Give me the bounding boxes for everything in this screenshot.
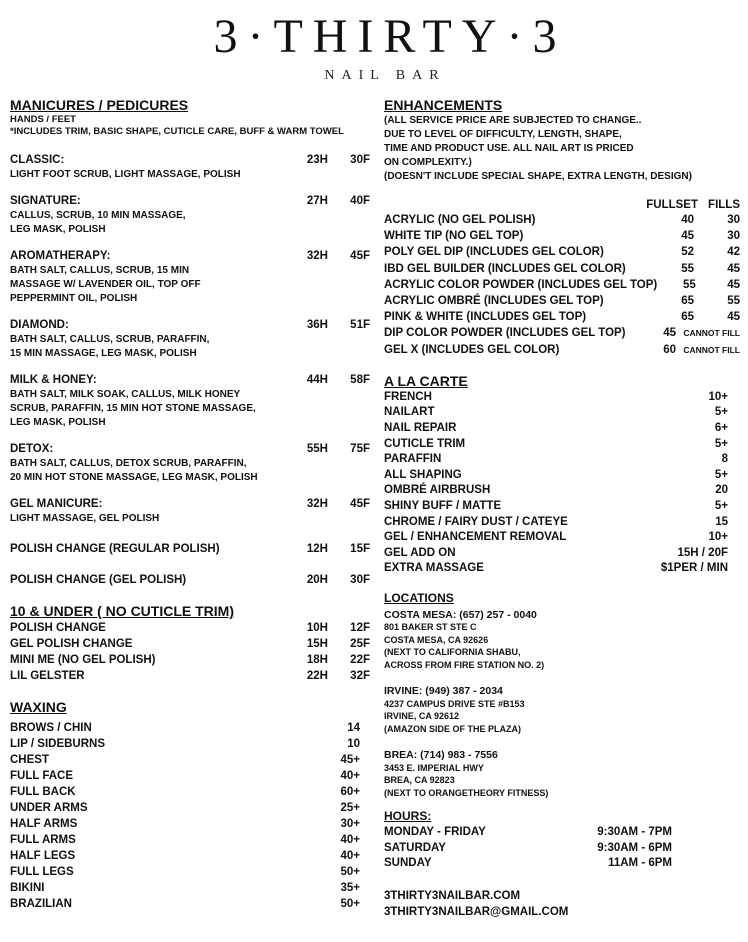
hours-time: 9:30AM - 7PM bbox=[597, 826, 672, 839]
waxing-item bbox=[10, 720, 370, 736]
service-description: LEG MASK, POLISH bbox=[10, 417, 106, 428]
enhancement-item bbox=[384, 261, 740, 277]
manicures-includes-note: *INCLUDES TRIM, BASIC SHAPE, CUTICLE CARE, BUFF & WARM TOWEL bbox=[10, 125, 344, 137]
enhancement-item bbox=[384, 309, 740, 325]
location-address-line: IRVINE, CA 92612 bbox=[384, 711, 460, 722]
alacarte-item-name: NAILART bbox=[384, 406, 435, 419]
service-item bbox=[10, 153, 370, 182]
waxing-item-name: BROWS / CHIN bbox=[10, 722, 92, 734]
alacarte-item bbox=[384, 515, 740, 531]
alacarte-item bbox=[384, 499, 740, 515]
manicures-list bbox=[10, 153, 370, 588]
location-address-line: 4237 CAMPUS DRIVE STE #B153 bbox=[384, 698, 525, 709]
alacarte-item-price: 5+ bbox=[714, 468, 728, 481]
hours-row bbox=[384, 856, 740, 872]
service-description: 15 MIN MASSAGE, LEG MASK, POLISH bbox=[10, 348, 197, 359]
hours-day: SATURDAY bbox=[384, 841, 446, 854]
enhancements-note-line: (ALL SERVICE PRICE ARE SUBJECTED TO CHANGE.. bbox=[384, 115, 642, 126]
kids-item bbox=[10, 652, 370, 668]
hours-row bbox=[384, 825, 740, 841]
alacarte-item-price: 15 bbox=[715, 515, 728, 528]
enhancement-fills-price: 55 bbox=[727, 295, 740, 308]
service-row bbox=[10, 442, 370, 457]
alacarte-item bbox=[384, 452, 740, 468]
hours-time: 9:30AM - 6PM bbox=[597, 841, 672, 854]
alacarte-item bbox=[384, 421, 740, 437]
fullset-header: FULLSET bbox=[646, 199, 698, 211]
enhancement-item bbox=[384, 228, 740, 244]
enhancement-fills-price: 30 bbox=[727, 230, 740, 243]
service-name: AROMATHERAPY: bbox=[10, 250, 111, 262]
waxing-item-price: 40+ bbox=[340, 770, 360, 782]
service-name: POLISH CHANGE (GEL POLISH) bbox=[10, 574, 187, 586]
service-item bbox=[10, 373, 370, 430]
enhancement-fullset-price: 45 bbox=[663, 327, 676, 340]
enhancements-title: ENHANCEMENTS bbox=[384, 97, 503, 113]
alacarte-item-price: 10+ bbox=[708, 390, 728, 403]
manicures-title: MANICURES / PEDICURES bbox=[10, 97, 189, 113]
enhancement-name: ACRYLIC COLOR POWDER (INCLUDES GEL TOP) bbox=[384, 278, 658, 291]
logo-subtitle: NAIL BAR bbox=[324, 68, 446, 83]
waxing-item-price: 25+ bbox=[340, 802, 360, 814]
service-price-feet: 40F bbox=[350, 195, 370, 207]
enhancement-name: ACRYLIC (NO GEL POLISH) bbox=[384, 214, 536, 226]
enhancement-item bbox=[384, 293, 740, 309]
kids-price-hands: 18H bbox=[306, 654, 328, 666]
service-price-feet: 58F bbox=[350, 374, 370, 386]
service-price-hands: 44H bbox=[306, 374, 328, 386]
waxing-item-price: 50+ bbox=[340, 866, 360, 878]
kids-price-hands: 10H bbox=[306, 622, 328, 634]
service-item bbox=[10, 249, 370, 306]
service-name: DIAMOND: bbox=[10, 319, 69, 331]
alacarte-item-price: 5+ bbox=[714, 499, 728, 512]
alacarte-item-name: EXTRA MASSAGE bbox=[384, 562, 484, 575]
enhancements-note-line: ON COMPLEXITY.) bbox=[384, 157, 472, 168]
kids-price-feet: 25F bbox=[350, 638, 370, 650]
enhancement-fills-price: 45 bbox=[727, 262, 740, 275]
waxing-item-name: UNDER ARMS bbox=[10, 802, 88, 814]
service-name: POLISH CHANGE (REGULAR POLISH) bbox=[10, 543, 220, 555]
kids-item-name: GEL POLISH CHANGE bbox=[10, 638, 133, 650]
enhancement-fills-price: 30 bbox=[727, 214, 740, 226]
waxing-item-name: FULL BACK bbox=[10, 786, 76, 798]
alacarte-item-price: 15H / 20F bbox=[677, 546, 728, 559]
enhancements-list bbox=[384, 212, 740, 358]
waxing-item bbox=[10, 768, 370, 784]
alacarte-title: A LA CARTE bbox=[384, 372, 468, 389]
enhancements-note-line: DUE TO LEVEL OF DIFFICULTY, LENGTH, SHAPE, bbox=[384, 129, 622, 140]
enhancement-fullset-price: 45 bbox=[681, 230, 694, 243]
enhancement-item bbox=[384, 212, 740, 228]
alacarte-item-name: CHROME / FAIRY DUST / CATEYE bbox=[384, 515, 568, 528]
waxing-item-name: FULL LEGS bbox=[10, 866, 74, 878]
service-description: SCRUB, PARAFFIN, 15 MIN HOT STONE MASSAGE, bbox=[10, 403, 256, 414]
waxing-list bbox=[10, 720, 370, 912]
enhancement-fills-price: 45 bbox=[727, 311, 740, 324]
alacarte-item bbox=[384, 405, 740, 421]
kids-item bbox=[10, 620, 370, 636]
alacarte-item-name: CUTICLE TRIM bbox=[384, 437, 466, 450]
service-name: MILK & HONEY: bbox=[10, 374, 97, 386]
enhancement-name: ACRYLIC OMBRÉ (INCLUDES GEL TOP) bbox=[384, 295, 604, 308]
alacarte-item-price: 8 bbox=[721, 453, 728, 466]
service-row bbox=[10, 542, 370, 557]
location-city-phone: BREA: (714) 983 - 7556 bbox=[384, 749, 498, 762]
waxing-item bbox=[10, 736, 370, 752]
email[interactable] bbox=[384, 904, 740, 920]
enhancement-fullset-price: 60 bbox=[663, 343, 676, 356]
enhancements-notes bbox=[384, 114, 740, 184]
service-price-hands: 20H bbox=[306, 574, 328, 586]
location-city-phone: IRVINE: (949) 387 - 2034 bbox=[384, 685, 503, 698]
hours-title: HOURS: bbox=[384, 809, 432, 824]
service-item bbox=[10, 194, 370, 237]
locations-title: LOCATIONS bbox=[384, 590, 454, 605]
alacarte-item-price: 10+ bbox=[708, 531, 728, 544]
alacarte-item-price: 20 bbox=[715, 484, 728, 497]
enhancement-fullset-price: 55 bbox=[682, 278, 696, 291]
alacarte-item bbox=[384, 468, 740, 484]
service-name: GEL MANICURE: bbox=[10, 498, 103, 510]
enhancement-name: WHITE TIP (NO GEL TOP) bbox=[384, 230, 524, 243]
enhancement-fills-price: 42 bbox=[727, 246, 740, 259]
waxing-item-price: 14 bbox=[347, 722, 360, 734]
service-price-feet: 30F bbox=[350, 574, 370, 586]
waxing-item-name: HALF LEGS bbox=[10, 850, 76, 862]
hours-day: SUNDAY bbox=[384, 857, 432, 870]
alacarte-list bbox=[384, 390, 740, 577]
kids-item-name: MINI ME (NO GEL POLISH) bbox=[10, 654, 156, 666]
enhancement-item bbox=[384, 325, 740, 341]
location-address-line: (NEXT TO CALIFORNIA SHABU, bbox=[384, 647, 521, 658]
kids-item bbox=[10, 636, 370, 652]
location-block bbox=[384, 685, 740, 735]
kids-list bbox=[10, 620, 370, 684]
alacarte-item bbox=[384, 546, 740, 562]
manicures-note: HANDS / FEET bbox=[10, 114, 76, 125]
service-price-hands: 23H bbox=[306, 154, 328, 166]
service-row bbox=[10, 249, 370, 264]
service-row bbox=[10, 318, 370, 333]
service-price-hands: 27H bbox=[306, 195, 328, 207]
kids-price-hands: 22H bbox=[306, 670, 328, 682]
enhancement-name: POLY GEL DIP (INCLUDES GEL COLOR) bbox=[384, 246, 604, 259]
service-description: LIGHT MASSAGE, GEL POLISH bbox=[10, 513, 160, 524]
waxing-item bbox=[10, 896, 370, 912]
alacarte-item-price: 6+ bbox=[714, 422, 728, 435]
waxing-item-price: 60+ bbox=[340, 786, 360, 798]
service-name: DETOX: bbox=[10, 443, 54, 455]
service-description: CALLUS, SCRUB, 10 MIN MASSAGE, bbox=[10, 210, 186, 221]
waxing-item-price: 10 bbox=[347, 738, 360, 750]
waxing-item-price: 30+ bbox=[340, 818, 360, 830]
service-price-hands: 36H bbox=[306, 319, 328, 331]
service-description: BATH SALT, CALLUS, SCRUB, 15 MIN bbox=[10, 265, 190, 276]
alacarte-item-name: GEL ADD ON bbox=[384, 546, 456, 559]
right-column bbox=[384, 96, 740, 920]
service-row bbox=[10, 373, 370, 388]
waxing-item-name: FULL ARMS bbox=[10, 834, 76, 846]
waxing-item bbox=[10, 848, 370, 864]
enhancement-fullset-price: 65 bbox=[681, 311, 694, 324]
enhancement-item bbox=[384, 277, 740, 293]
waxing-item bbox=[10, 816, 370, 832]
location-address-line: BREA, CA 92823 bbox=[384, 775, 455, 786]
waxing-item-price: 40+ bbox=[340, 850, 360, 862]
service-item bbox=[10, 442, 370, 485]
alacarte-item-price: $1PER / MIN bbox=[660, 562, 728, 575]
service-row bbox=[10, 573, 370, 588]
waxing-item bbox=[10, 832, 370, 848]
service-description: BATH SALT, CALLUS, DETOX SCRUB, PARAFFIN, bbox=[10, 458, 247, 469]
enhancements-note-line: TIME AND PRODUCT USE. ALL NAIL ART IS PRICED bbox=[384, 143, 634, 154]
enhancement-fullset-price: 55 bbox=[681, 262, 694, 275]
service-item bbox=[10, 318, 370, 361]
service-price-feet: 45F bbox=[350, 498, 370, 510]
alacarte-item-name: GEL / ENHANCEMENT REMOVAL bbox=[384, 531, 567, 544]
waxing-item-name: HALF ARMS bbox=[10, 818, 78, 830]
hours-list bbox=[384, 825, 740, 872]
left-column bbox=[10, 96, 370, 912]
locations-list bbox=[384, 609, 740, 800]
waxing-item-name: CHEST bbox=[10, 754, 49, 766]
waxing-item-price: 35+ bbox=[340, 882, 360, 894]
location-address-line: 801 BAKER ST STE C bbox=[384, 622, 477, 633]
service-item bbox=[10, 573, 370, 588]
enhancement-fills-price: CANNOT FILL bbox=[683, 344, 740, 355]
alacarte-item-name: PARAFFIN bbox=[384, 453, 442, 466]
enhancement-fills-price: 45 bbox=[727, 278, 740, 291]
alacarte-item-price: 5+ bbox=[714, 406, 728, 419]
alacarte-item-name: FRENCH bbox=[384, 390, 432, 403]
waxing-item-name: BRAZILIAN bbox=[10, 898, 72, 910]
waxing-item-name: LIP / SIDEBURNS bbox=[10, 738, 105, 750]
waxing-item-price: 50+ bbox=[340, 898, 360, 910]
enhancements-note-line: (DOESN'T INCLUDE SPECIAL SHAPE, EXTRA LENGTH, DESIGN) bbox=[384, 171, 692, 182]
kids-item-name: LIL GELSTER bbox=[10, 670, 85, 682]
service-price-hands: 55H bbox=[306, 443, 328, 455]
location-address-line: (AMAZON SIDE OF THE PLAZA) bbox=[384, 723, 521, 734]
enhancements-header bbox=[384, 198, 740, 212]
enhancement-name: DIP COLOR POWDER (INCLUDES GEL TOP) bbox=[384, 327, 626, 340]
service-price-feet: 15F bbox=[350, 543, 370, 555]
service-row bbox=[10, 194, 370, 209]
service-description: BATH SALT, CALLUS, SCRUB, PARAFFIN, bbox=[10, 334, 210, 345]
location-address-line: 3453 E. IMPERIAL HWY bbox=[384, 762, 484, 773]
kids-title: 10 & UNDER ( NO CUTICLE TRIM) bbox=[10, 603, 234, 619]
kids-price-feet: 22F bbox=[350, 654, 370, 666]
waxing-item-name: BIKINI bbox=[10, 882, 45, 894]
website[interactable] bbox=[384, 888, 740, 904]
kids-price-feet: 12F bbox=[350, 622, 370, 634]
location-block bbox=[384, 749, 740, 799]
logo bbox=[0, 0, 748, 94]
service-row bbox=[10, 153, 370, 168]
service-description: LEG MASK, POLISH bbox=[10, 224, 106, 235]
location-address-line: ACROSS FROM FIRE STATION NO. 2) bbox=[384, 659, 545, 670]
alacarte-item bbox=[384, 483, 740, 499]
kids-price-feet: 32F bbox=[350, 670, 370, 682]
service-description: LIGHT FOOT SCRUB, LIGHT MASSAGE, POLISH bbox=[10, 169, 241, 180]
service-description: MASSAGE W/ LAVENDER OIL, TOP OFF bbox=[10, 279, 201, 290]
enhancement-fullset-price: 40 bbox=[681, 214, 694, 226]
website-text: 3THIRTY3NAILBAR.COM bbox=[384, 889, 521, 902]
service-price-feet: 75F bbox=[350, 443, 370, 455]
waxing-item-name: FULL FACE bbox=[10, 770, 74, 782]
waxing-item-price: 40+ bbox=[340, 834, 360, 846]
location-address-line: (NEXT TO ORANGETHEORY FITNESS) bbox=[384, 787, 549, 798]
kids-item-name: POLISH CHANGE bbox=[10, 622, 106, 634]
alacarte-item bbox=[384, 530, 740, 546]
enhancement-fullset-price: 65 bbox=[681, 295, 694, 308]
enhancement-name: IBD GEL BUILDER (INCLUDES GEL COLOR) bbox=[384, 262, 626, 275]
enhancement-fullset-price: 52 bbox=[681, 246, 694, 259]
alacarte-item bbox=[384, 390, 740, 406]
enhancement-name: GEL X (INCLUDES GEL COLOR) bbox=[384, 343, 560, 356]
waxing-item bbox=[10, 800, 370, 816]
waxing-item bbox=[10, 752, 370, 768]
service-name: CLASSIC: bbox=[10, 154, 65, 166]
kids-price-hands: 15H bbox=[306, 638, 328, 650]
service-description: PEPPERMINT OIL, POLISH bbox=[10, 293, 138, 304]
enhancement-fills-price: CANNOT FILL bbox=[683, 328, 740, 339]
waxing-item bbox=[10, 880, 370, 896]
location-address-line: COSTA MESA, CA 92626 bbox=[384, 634, 489, 645]
service-item bbox=[10, 542, 370, 557]
service-price-feet: 45F bbox=[350, 250, 370, 262]
location-block bbox=[384, 609, 740, 672]
enhancement-item bbox=[384, 342, 740, 358]
service-description: 20 MIN HOT STONE MASSAGE, LEG MASK, POLISH bbox=[10, 472, 258, 483]
alacarte-item-name: OMBRÉ AIRBRUSH bbox=[384, 484, 491, 497]
service-price-feet: 30F bbox=[350, 154, 370, 166]
service-item bbox=[10, 497, 370, 526]
location-city-phone: COSTA MESA: (657) 257 - 0040 bbox=[384, 608, 537, 621]
waxing-item bbox=[10, 864, 370, 880]
alacarte-item-price: 5+ bbox=[714, 437, 728, 450]
enhancement-item bbox=[384, 244, 740, 260]
alacarte-item-name: SHINY BUFF / MATTE bbox=[384, 499, 502, 512]
hours-time: 11AM - 6PM bbox=[608, 857, 672, 870]
fills-header: FILLS bbox=[708, 199, 740, 211]
waxing-item-price: 45+ bbox=[340, 754, 360, 766]
service-description: BATH SALT, MILK SOAK, CALLUS, MILK HONEY bbox=[10, 389, 241, 400]
service-price-hands: 32H bbox=[306, 250, 328, 262]
waxing-item bbox=[10, 784, 370, 800]
email-text: 3THIRTY3NAILBAR@GMAIL.COM bbox=[384, 905, 569, 918]
service-price-hands: 32H bbox=[306, 498, 328, 510]
enhancement-name: PINK & WHITE (INCLUDES GEL TOP) bbox=[384, 311, 587, 324]
alacarte-item bbox=[384, 437, 740, 453]
alacarte-item-name: NAIL REPAIR bbox=[384, 422, 457, 435]
service-row bbox=[10, 497, 370, 512]
waxing-title: WAXING bbox=[10, 699, 67, 715]
kids-item bbox=[10, 668, 370, 684]
service-price-hands: 12H bbox=[306, 543, 328, 555]
alacarte-item-name: ALL SHAPING bbox=[384, 468, 462, 481]
service-name: SIGNATURE: bbox=[10, 195, 81, 207]
alacarte-item bbox=[384, 561, 740, 577]
logo-wordmark: 3·THIRTY·3 bbox=[213, 10, 567, 63]
hours-row bbox=[384, 841, 740, 857]
hours-day: MONDAY - FRIDAY bbox=[384, 826, 486, 839]
service-price-feet: 51F bbox=[350, 319, 370, 331]
